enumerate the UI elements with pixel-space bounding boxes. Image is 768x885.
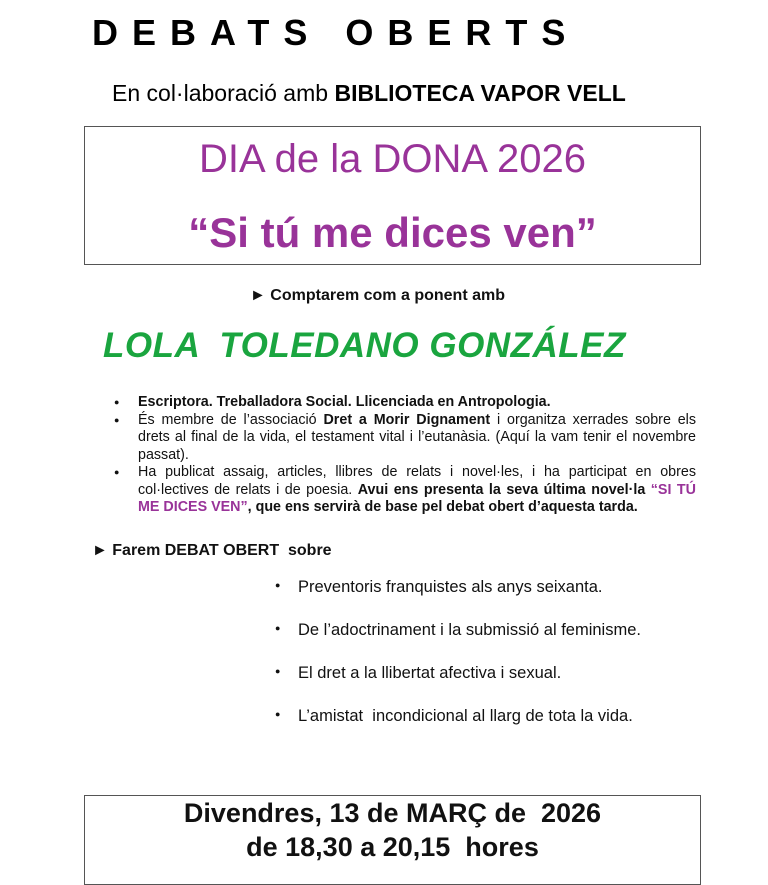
bio-item — [112, 464, 696, 517]
bio-text: Ha publicat assaig, articles, llibres de relats i novel·les, i ha participat en obres col·lectives de relats i de poesia. — [138, 464, 696, 498]
bio-profession: Escriptora. Treballadora Social. Llicenciada en Antropologia. — [138, 394, 551, 410]
event-title: DIA de la DONA 2026 — [199, 137, 586, 181]
collaboration-line — [112, 80, 626, 107]
debate-topics-list — [272, 578, 641, 750]
collaboration-prefix: En col·laboració amb — [112, 80, 329, 106]
bio-item — [112, 394, 696, 412]
debate-topic: ● De l’adoctrinament i la submissió al feminisme. — [272, 621, 641, 664]
bio-item — [112, 412, 696, 465]
debate-topic: ● L’amistat incondicional al llarg de tota la vida. — [272, 707, 641, 750]
poster-title: DEBATS OBERTS — [92, 12, 580, 53]
bio-highlight: , que ens servirà de base pel debat obert d’aquesta tarda. — [247, 499, 638, 515]
bio-text: És membre de l’associació — [138, 411, 324, 428]
bio-highlight: Avui ens presenta la seva última novel·la — [357, 481, 651, 498]
association-name: Dret a Morir Dignament — [323, 411, 491, 428]
event-time: de 18,30 a 20,15 hores — [246, 832, 539, 862]
library-name: BIBLIOTECA VAPOR VELL — [334, 80, 626, 106]
schedule-box — [84, 795, 701, 885]
speaker-bio-list — [112, 394, 696, 517]
event-subtitle: “Si tú me dices ven” — [188, 209, 597, 256]
bio-text: i organitza xerrades sobre els drets al final de la vida, el testament vital i l’eutanàsia. (Aquí la vam tenir el novembre passat). — [138, 411, 697, 463]
novel-title: “SI TÚ ME DICES VEN” — [138, 481, 696, 515]
debate-intro: ► Farem DEBAT OBERT sobre — [92, 542, 332, 559]
debate-topic: ● El dret a la llibertat afectiva i sexual. — [272, 664, 641, 707]
event-box — [84, 126, 701, 265]
debate-topic: ● Preventoris franquistes als anys seixanta. — [272, 578, 641, 621]
event-date: Divendres, 13 de MARÇ de 2026 — [183, 798, 602, 828]
speaker-name: LOLA TOLEDANO GONZÁLEZ — [103, 326, 626, 365]
speaker-intro: ► Comptarem com a ponent amb — [250, 287, 505, 304]
